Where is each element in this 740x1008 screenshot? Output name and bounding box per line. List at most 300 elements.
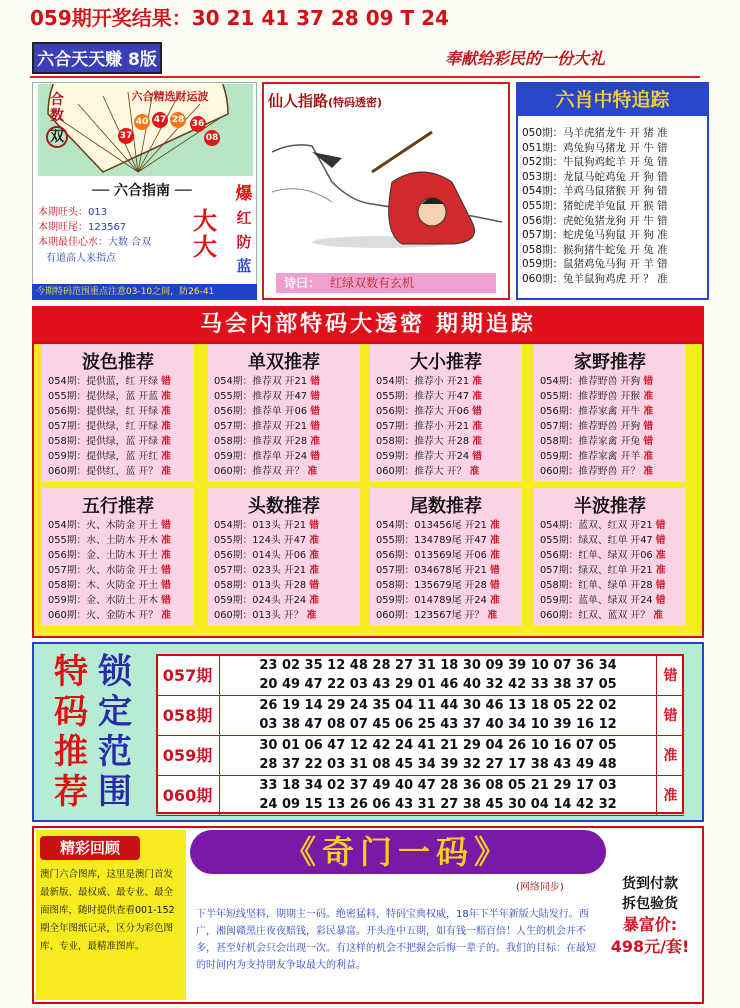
card-row-result: 准 — [472, 421, 482, 432]
review-title: 精彩回顾 — [40, 836, 140, 860]
zodiac-result-animal: 猪 — [643, 127, 654, 139]
bao-char: 蓝 — [236, 257, 252, 275]
card-row — [214, 593, 360, 608]
card-row-text: 057期：火、水防金 开土 — [48, 565, 158, 576]
card-title: 家野推荐 — [574, 352, 646, 373]
card-row-text: 054期：推荐双 开21 — [214, 376, 308, 387]
card-row — [48, 518, 194, 533]
zodiac-result: 准 — [657, 273, 668, 285]
zodiac-period: 059期： — [522, 258, 564, 271]
zodiac-period: 060期： — [522, 273, 564, 285]
zodiac-row — [522, 228, 708, 243]
card-row — [48, 533, 194, 548]
card-row-text: 056期：推荐单 开06 — [214, 406, 308, 417]
lock-row — [156, 656, 684, 696]
guide-row-label: 本期最佳心水： — [38, 237, 108, 248]
card-row-text: 056期：推荐家禽 开牛 — [540, 406, 641, 417]
card-row-text: 058期：红单、绿单 开28 — [540, 580, 653, 591]
card-row — [48, 464, 194, 479]
card-row-text: 054期：提供蓝，红 开绿 — [48, 376, 158, 387]
card-row-text: 056期：014头 开06 — [214, 550, 307, 561]
card-row — [48, 548, 194, 563]
card-row-text: 056期：金、土防木 开土 — [48, 550, 158, 561]
brand-label: 六合天天赚 8版 — [32, 42, 162, 74]
lock-line: 33 18 34 02 37 49 40 47 28 36 08 05 21 29 17 03 — [259, 778, 617, 793]
card-row-result: 错 — [655, 535, 666, 546]
card-row-result: 准 — [310, 436, 320, 447]
zodiac-result: 准 — [657, 243, 668, 256]
card-row-text: 057期：推荐小 开21 — [376, 421, 470, 432]
lock-char: 码 — [54, 692, 88, 732]
card-row-result: 准 — [490, 595, 500, 606]
card-row-text: 059期：014789尾 开24 — [376, 595, 487, 606]
card-row — [214, 548, 360, 563]
zodiac-result: 错 — [657, 214, 668, 227]
card-row-result: 准 — [309, 550, 320, 561]
guide-title-text: 六合指南 — [114, 183, 170, 199]
card-title: 大小推荐 — [410, 352, 482, 373]
price-line: 拆包验货 — [622, 896, 678, 912]
zodiac-result: 错 — [657, 200, 668, 212]
zodiac-result: 准 — [657, 127, 668, 139]
card-row-result: 错 — [309, 580, 320, 591]
card-row-result: 准 — [643, 451, 654, 462]
guide-row-value: 123567 — [88, 222, 127, 233]
card-row-result: 准 — [472, 376, 482, 387]
card-row-text: 055期：134789尾 开47 — [376, 535, 487, 546]
lock-line: 28 37 22 03 31 08 45 34 39 32 27 17 38 43 49 48 — [259, 757, 617, 772]
fan-ball: 47 — [152, 112, 168, 128]
zodiac-open: 开 — [629, 200, 640, 212]
guide-row-label: 本期旺头： — [38, 207, 88, 218]
card-row-result: 错 — [161, 565, 171, 576]
zodiac-result-animal: ？ — [643, 273, 654, 285]
card-row-text: 058期：推荐家禽 开兔 — [540, 436, 641, 447]
card-row-text: 060期：推荐双 开？ — [214, 466, 305, 477]
card-title: 头数推荐 — [248, 496, 320, 517]
card-row — [48, 593, 194, 608]
card-row — [376, 464, 522, 479]
zodiac-result-animal: 狗 — [643, 229, 654, 242]
card-row-text: 055期：推荐大 开47 — [376, 391, 470, 402]
card-row-result: 准 — [161, 535, 171, 546]
card-row — [214, 464, 360, 479]
zodiac-result-animal: 兔 — [643, 243, 654, 256]
recommend-card — [208, 488, 360, 626]
card-row-text: 056期：红单、绿双 开06 — [540, 550, 653, 561]
card-row-result: 准 — [643, 466, 654, 477]
card-row — [540, 518, 686, 533]
recommend-card — [370, 344, 522, 482]
zodiac-open: 开 — [629, 185, 640, 198]
lock-result: 准 — [656, 776, 684, 816]
card-row-result: 错 — [490, 580, 500, 591]
lock-char: 推 — [54, 732, 88, 772]
lock-char: 锁 — [98, 652, 132, 692]
zodiac-list: 鼠猪鸡兔马狗 — [563, 258, 627, 271]
price-label: 暴富价: — [622, 915, 678, 934]
lock-period: 059期 — [156, 736, 220, 776]
zodiac-list: 虎蛇兔猪龙狗 — [563, 214, 627, 227]
draw-result-title: 059期开奖结果：30 21 41 37 28 09 T 24 — [30, 6, 449, 30]
card-row-text: 056期：013569尾 开06 — [376, 550, 487, 561]
card-row — [540, 434, 686, 449]
card-row-result: 准 — [490, 520, 500, 531]
recommend-card — [370, 488, 522, 626]
card-row — [376, 593, 522, 608]
price-line: 货到付款 — [622, 876, 678, 892]
card-row-text: 060期：红双、蓝双 开？ — [540, 610, 650, 621]
zodiac-open: 开 — [629, 127, 640, 139]
zodiac-row — [522, 199, 708, 214]
zodiac-period: 055期： — [522, 200, 564, 212]
card-row — [48, 563, 194, 578]
hesu-value: 双 — [46, 126, 68, 148]
zodiac-result-animal: 牛 — [643, 141, 654, 154]
lock-line: 26 19 14 29 24 35 04 11 44 30 46 13 18 05 22 02 — [259, 698, 617, 713]
zodiac-row — [522, 126, 708, 141]
lock-line: 30 01 06 47 12 42 24 41 21 29 04 26 10 16 07 05 — [259, 738, 617, 753]
mid-title-text: 仙人指路 — [268, 92, 329, 110]
card-row — [48, 434, 194, 449]
mid-title — [268, 90, 382, 111]
card-row-result: 准 — [307, 466, 318, 477]
card-row-result: 准 — [161, 610, 171, 621]
zodiac-result: 错 — [657, 141, 668, 154]
inside-secret-banner: 马会内部特码大透密 期期追踪 — [32, 306, 704, 342]
bao-char: 爆 — [235, 184, 253, 204]
card-row-text: 059期：蓝单、绿双 开24 — [540, 595, 653, 606]
card-row — [376, 518, 522, 533]
zodiac-result-animal: 猴 — [643, 200, 654, 212]
fan-ball: 08 — [204, 130, 220, 146]
card-row-text: 059期：推荐单 开24 — [214, 451, 308, 462]
bao-char: 红 — [236, 209, 252, 227]
card-row — [376, 449, 522, 464]
lock-period: 058期 — [156, 696, 220, 736]
card-row-text: 054期：013456尾 开21 — [376, 520, 487, 531]
card-row-text: 058期：提供绿，蓝 开绿 — [48, 436, 158, 447]
card-title: 波色推荐 — [82, 352, 154, 373]
card-row — [540, 593, 686, 608]
card-row — [214, 578, 360, 593]
zodiac-open: 开 — [629, 273, 640, 285]
zodiac-result: 错 — [657, 170, 668, 183]
card-row-result: 错 — [310, 406, 320, 417]
card-row-text: 058期：推荐大 开28 — [376, 436, 470, 447]
card-row-text: 054期：013头 开21 — [214, 520, 307, 531]
recommend-card — [534, 344, 686, 482]
zodiac-row — [522, 155, 708, 170]
card-row-result: 准 — [655, 550, 666, 561]
card-row-result: 准 — [306, 610, 317, 621]
card-row — [540, 404, 686, 419]
card-row — [48, 608, 194, 623]
lock-row — [156, 736, 684, 776]
card-row — [214, 449, 360, 464]
card-row — [540, 419, 686, 434]
zodiac-period: 051期： — [522, 141, 564, 154]
card-row-text: 057期：推荐双 开21 — [214, 421, 308, 432]
card-row-text: 055期：提供绿，蓝 开蓝 — [48, 391, 158, 402]
lock-result: 错 — [656, 656, 684, 696]
card-row-result: 准 — [309, 535, 320, 546]
recommend-card — [534, 488, 686, 626]
zodiac-list: 兔羊鼠狗鸡虎 — [563, 273, 627, 285]
card-row-result: 错 — [309, 520, 320, 531]
card-row-result: 错 — [643, 376, 654, 387]
zodiac-list: 猴狗猪牛蛇兔 — [563, 243, 627, 256]
card-row-result: 准 — [643, 406, 654, 417]
card-row-result: 准 — [309, 565, 320, 576]
card-row — [376, 434, 522, 449]
lock-numbers — [220, 656, 656, 694]
card-row-result: 准 — [655, 565, 666, 576]
lock-result: 准 — [656, 736, 684, 776]
zodiac-period: 054期： — [522, 185, 564, 198]
guide-row — [38, 221, 188, 235]
guide-row-value: 013 — [88, 207, 108, 218]
ad-description: 下半年短线坚料，期期主一码。绝密猛料，特码宝典权威，18年下半年新版大陆发行。西广，湘闽赣黑庄夜夜赔钱，彩民暴富。开头连中五期，如有钱一赔百倍！人生的机会并不多，甚至好机会只会出现一次。有这样的机会不把握会后悔一辈子的。我们的目标：在最短的时间内为支持朋友争取最大的利益。 — [196, 909, 596, 971]
poem-strip — [276, 273, 496, 293]
zodiac-open: 开 — [629, 243, 640, 256]
card-row — [48, 578, 194, 593]
big-char-1: 大 — [193, 207, 217, 235]
lock-left-chars — [54, 652, 94, 812]
card-row-result: 准 — [643, 391, 654, 402]
card-row-text: 055期：推荐野兽 开猴 — [540, 391, 641, 402]
poem-text: 红绿双数有玄机 — [330, 276, 415, 290]
lock-row — [156, 776, 684, 816]
card-title: 尾数推荐 — [410, 496, 482, 517]
lock-char: 特 — [54, 652, 88, 692]
card-row-result: 准 — [161, 406, 171, 417]
card-row-text: 059期：金、水防土 开木 — [48, 595, 158, 606]
card-row-result: 错 — [472, 406, 482, 417]
recommend-card — [42, 344, 194, 482]
lock-numbers — [220, 776, 656, 814]
slogan: 奉献给彩民的一份大礼 — [444, 49, 605, 68]
card-title: 单双推荐 — [248, 352, 320, 373]
card-row — [376, 389, 522, 404]
card-row-result: 准 — [161, 421, 171, 432]
lock-period: 060期 — [156, 776, 220, 816]
card-row-result: 错 — [655, 580, 666, 591]
divider — [30, 76, 700, 78]
card-row-text: 058期：135679尾 开28 — [376, 580, 487, 591]
card-row-text: 058期：013头 开28 — [214, 580, 307, 591]
card-row-result: 准 — [653, 610, 663, 621]
zodiac-row — [522, 141, 708, 156]
card-row-text: 054期：火、木防金 开土 — [48, 520, 158, 531]
card-row — [48, 449, 194, 464]
card-row — [540, 548, 686, 563]
lock-char: 围 — [98, 772, 132, 812]
card-row — [540, 449, 686, 464]
guide-row — [38, 206, 188, 220]
zodiac-row — [522, 243, 708, 258]
card-row — [540, 608, 686, 623]
card-row — [540, 389, 686, 404]
zodiac-row — [522, 184, 708, 199]
zodiac-list: 马羊虎猪龙牛 — [563, 127, 627, 139]
card-row-text: 054期：推荐野兽 开狗 — [540, 376, 641, 387]
hesu-label — [44, 92, 70, 148]
card-row — [540, 374, 686, 389]
zodiac-open: 开 — [629, 141, 640, 154]
card-row — [376, 533, 522, 548]
zodiac-row — [522, 257, 708, 272]
zodiac-period: 057期： — [522, 229, 564, 242]
zodiac-open: 开 — [629, 170, 640, 183]
six-zodiac-title: 六肖中特追踪 — [518, 84, 707, 116]
zodiac-list: 猪蛇虎羊兔鼠 — [563, 200, 627, 212]
card-row-text: 056期：推荐大 开06 — [376, 406, 470, 417]
card-row — [376, 548, 522, 563]
bao-char: 防 — [236, 233, 252, 251]
card-row — [48, 419, 194, 434]
card-row — [376, 578, 522, 593]
zodiac-result-animal: 牛 — [643, 214, 654, 227]
card-row-text: 060期：推荐大 开？ — [376, 466, 467, 477]
card-row — [540, 464, 686, 479]
zodiac-result: 错 — [657, 156, 668, 169]
card-row-text: 060期：提供红，蓝 开？ — [48, 466, 158, 477]
zodiac-result-animal: 兔 — [643, 156, 654, 169]
card-row-text: 055期：绿双、红单 开47 — [540, 535, 653, 546]
card-row-result: 错 — [161, 580, 171, 591]
card-row — [214, 419, 360, 434]
zodiac-row — [522, 214, 708, 229]
card-row-text: 060期：火、金防木 开？ — [48, 610, 158, 621]
lock-period: 057期 — [156, 656, 220, 696]
card-row-text: 060期：123567尾 开？ — [376, 610, 485, 621]
card-row-result: 准 — [161, 436, 171, 447]
zodiac-result-animal: 狗 — [643, 185, 654, 198]
qimen-banner: 《奇门一码》 — [190, 830, 606, 874]
zodiac-period: 053期： — [522, 170, 564, 183]
card-row-text: 054期：蓝双、红双 开21 — [540, 520, 653, 531]
card-row-result: 错 — [643, 421, 654, 432]
lock-line: 24 09 15 13 26 06 43 31 27 38 45 30 04 14 42 32 — [259, 797, 617, 812]
card-row-text: 059期：024头 开24 — [214, 595, 307, 606]
zodiac-list: 蛇虎兔马狗鼠 — [563, 229, 627, 242]
recommend-card — [208, 344, 360, 482]
card-row-result: 错 — [310, 421, 320, 432]
card-row-result: 错 — [161, 376, 171, 387]
zodiac-result-animal: 羊 — [643, 258, 654, 271]
card-row-result: 错 — [310, 376, 320, 387]
card-row — [214, 374, 360, 389]
zodiac-list: 羊鸡马鼠猪猴 — [563, 185, 627, 198]
card-row — [540, 533, 686, 548]
card-row — [48, 389, 194, 404]
zodiac-period: 050期： — [522, 127, 564, 139]
card-row-result: 准 — [161, 391, 171, 402]
lock-right-chars — [98, 652, 138, 812]
card-row-text: 058期：推荐双 开28 — [214, 436, 308, 447]
card-title: 半波推荐 — [574, 496, 646, 517]
guide-row — [38, 236, 188, 250]
card-row — [214, 563, 360, 578]
lock-char: 范 — [98, 732, 132, 772]
zodiac-open: 开 — [629, 156, 640, 169]
card-title: 五行推荐 — [82, 496, 154, 517]
card-row — [376, 563, 522, 578]
zodiac-row — [522, 170, 708, 185]
card-row — [376, 419, 522, 434]
card-row — [376, 608, 522, 623]
lock-line: 03 38 47 08 07 45 06 25 43 37 40 34 10 39 16 12 — [259, 717, 617, 732]
zodiac-open: 开 — [629, 229, 640, 242]
zodiac-period: 052期： — [522, 156, 564, 169]
lock-result: 错 — [656, 696, 684, 736]
zodiac-open: 开 — [629, 214, 640, 227]
card-row-result: 准 — [490, 550, 500, 561]
card-row-result: 错 — [161, 595, 171, 606]
card-row-text: 058期：木、火防金 开土 — [48, 580, 158, 591]
card-row-result: 准 — [309, 595, 320, 606]
guide-title: ── 六合指南 ── — [92, 183, 192, 199]
card-row-result: 错 — [310, 391, 320, 402]
card-row-text: 055期：124头 开47 — [214, 535, 307, 546]
card-row-text: 060期：推荐野兽 开？ — [540, 466, 641, 477]
card-row-text: 056期：提供绿，红 开绿 — [48, 406, 158, 417]
card-row-result: 准 — [472, 391, 482, 402]
zodiac-list: 鸡兔狗马猪龙 — [563, 141, 627, 154]
card-row — [376, 374, 522, 389]
lock-row — [156, 696, 684, 736]
card-row-result: 准 — [161, 550, 171, 561]
card-row — [48, 404, 194, 419]
card-row-text: 060期：013头 开？ — [214, 610, 304, 621]
price-panel — [600, 874, 700, 996]
hesu-title: 合数 — [50, 92, 64, 124]
lock-numbers — [220, 736, 656, 774]
card-row — [540, 578, 686, 593]
card-row — [214, 434, 360, 449]
zodiac-result: 错 — [657, 185, 668, 198]
fan-ball: 40 — [134, 114, 150, 130]
lock-char: 荐 — [54, 772, 88, 812]
big-char — [190, 208, 220, 260]
card-row — [214, 404, 360, 419]
zodiac-period: 058期： — [522, 243, 564, 256]
card-row — [376, 404, 522, 419]
lock-numbers — [220, 696, 656, 734]
big-char-2: 大 — [193, 233, 217, 261]
card-row-result: 错 — [655, 595, 666, 606]
card-row-result: 准 — [487, 610, 498, 621]
immortal-illustration-icon — [272, 112, 502, 270]
card-row — [48, 374, 194, 389]
card-row-result: 错 — [161, 520, 171, 531]
zodiac-list: 龙鼠马蛇鸡兔 — [563, 170, 627, 183]
card-row-text: 057期：推荐野兽 开狗 — [540, 421, 641, 432]
guide-row-label: 本期旺尾： — [38, 222, 88, 233]
range-note: 今期特码范围重点注意03-10之间，防26-41 — [32, 284, 257, 300]
zodiac-row — [522, 272, 708, 287]
card-row-result: 错 — [310, 451, 320, 462]
card-row-result: 错 — [472, 451, 482, 462]
poem-label: 诗曰： — [284, 276, 321, 290]
card-row-result: 错 — [490, 565, 500, 576]
zodiac-period: 056期： — [522, 214, 564, 227]
zodiac-result: 错 — [657, 258, 668, 271]
card-row-text: 057期：提供绿，红 开绿 — [48, 421, 158, 432]
card-row — [214, 389, 360, 404]
lock-char: 定 — [98, 692, 132, 732]
